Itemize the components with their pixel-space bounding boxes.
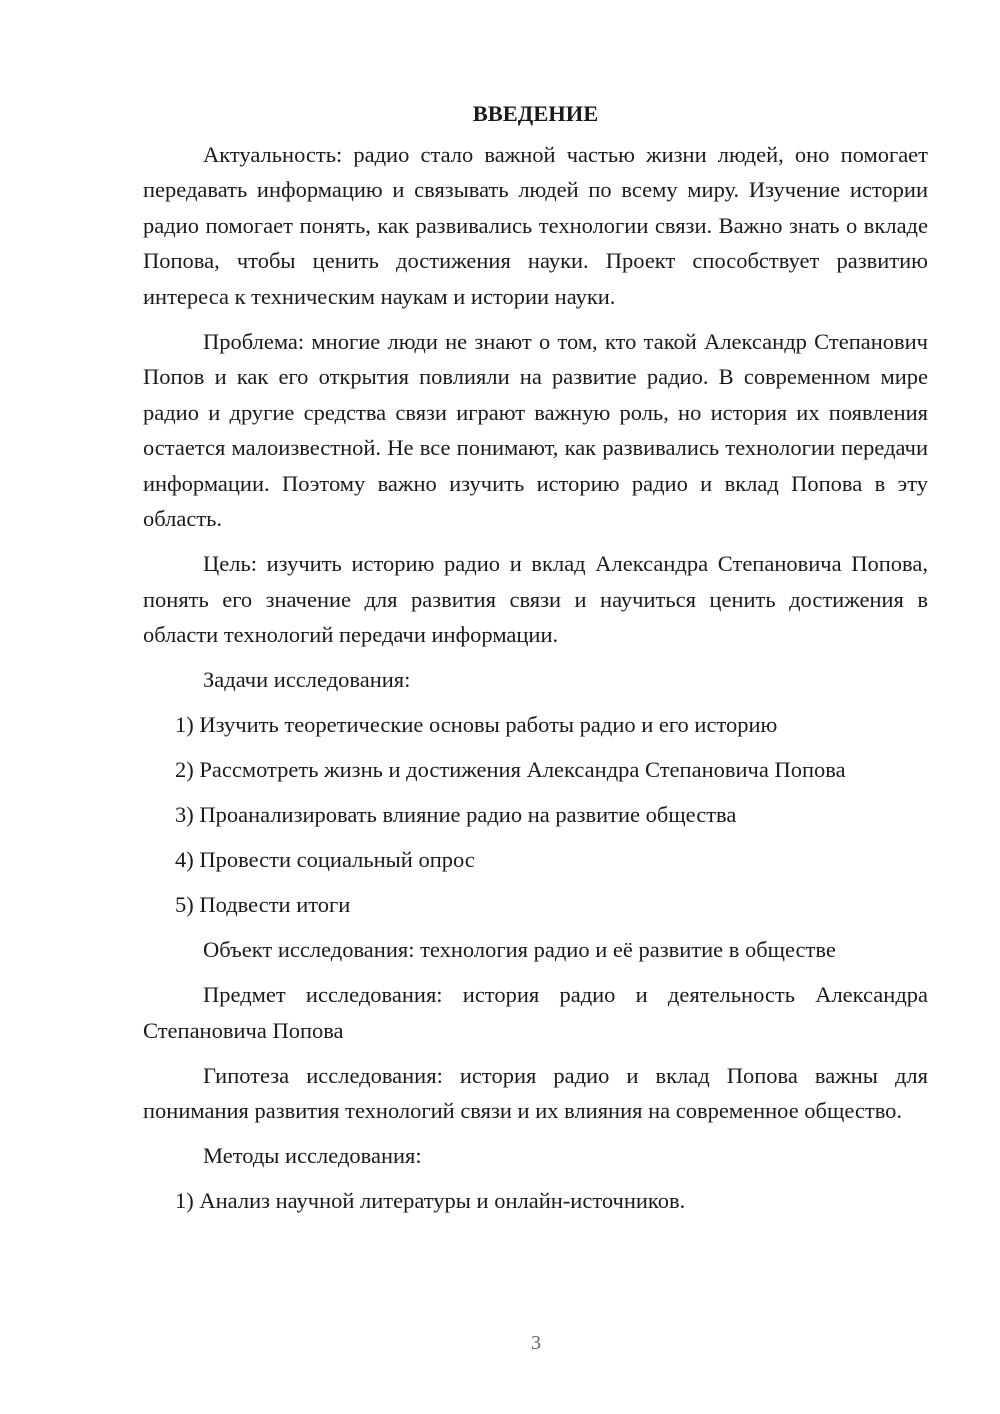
methods-list: [143, 1183, 928, 1219]
object-paragraph: Объект исследования: технология радио и её развитие в обществе: [203, 937, 836, 962]
task-item: 3) Проанализировать влияние радио на развитие общества: [175, 802, 737, 827]
tasks-label: Задачи исследования:: [203, 667, 411, 692]
page-content: [143, 96, 928, 1228]
subject-paragraph: Предмет исследования: история радио и деятельность Александра Степановича Попова: [143, 982, 928, 1043]
goal-paragraph: Цель: изучить историю радио и вклад Александра Степановича Попова, понять его значение для развития связи и научиться ценить достижения в области технологий передачи информации.: [143, 551, 928, 647]
task-item: 1) Изучить теоретические основы работы радио и его историю: [175, 712, 778, 737]
relevance-paragraph: Актуальность: радио стало важной частью жизни людей, оно помогает передавать информацию и связывать людей по всему миру. Изучение истории радио помогает понять, как развивались технологии связи. Важно знать о вкладе Попова, чтобы ценить достижения науки. Проект способствует развитию интереса к техническим наукам и истории науки.: [143, 141, 928, 309]
tasks-list: [143, 707, 928, 923]
problem-paragraph: Проблема: многие люди не знают о том, кто такой Александр Степанович Попов и как его открытия повлияли на развитие радио. В современном мире радио и другие средства связи играют важную роль, но история их появления остается малоизвестной. Не все понимают, как развивались технологии передачи информации. Поэтому важно изучить историю радио и вклад Попова в эту область.: [143, 328, 928, 531]
method-item: 1) Анализ научной литературы и онлайн-источников.: [175, 1188, 686, 1213]
task-item: 4) Провести социальный опрос: [175, 847, 475, 872]
methods-label: Методы исследования:: [203, 1143, 422, 1168]
section-title: ВВЕДЕНИЕ: [472, 101, 599, 126]
task-item: 5) Подвести итоги: [175, 892, 351, 917]
page-number: 3: [531, 1332, 541, 1354]
task-item: 2) Рассмотреть жизнь и достижения Александра Степановича Попова: [175, 757, 846, 782]
hypothesis-paragraph: Гипотеза исследования: история радио и вклад Попова важны для понимания развития технологий связи и их влияния на современное общество.: [143, 1062, 928, 1123]
